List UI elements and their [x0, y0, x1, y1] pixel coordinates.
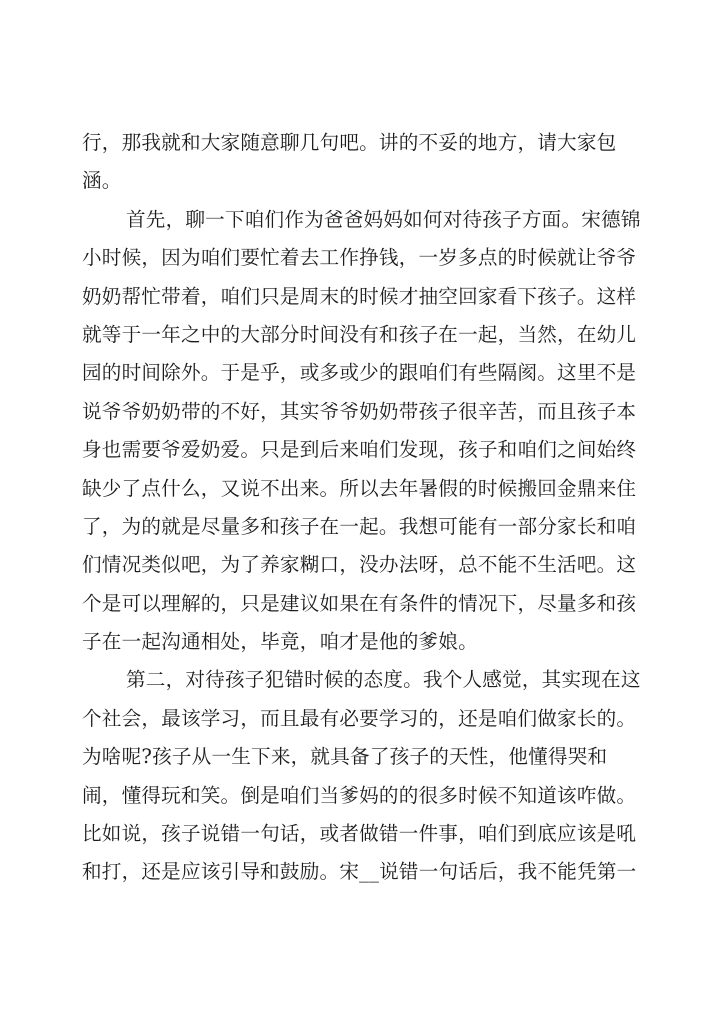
text-line: 们情况类似吧，为了养家糊口，没办法呀，总不能不生活吧。这 — [82, 553, 637, 577]
text-line: 身也需要爷爱奶爱。只是到后来咱们发现，孩子和咱们之间始终 — [82, 438, 637, 462]
text-line: 园的时间除外。于是乎，或多或少的跟咱们有些隔阂。这里不是 — [82, 361, 637, 385]
text-line: 涵。 — [82, 169, 122, 193]
text-line: 说爷爷奶奶带的不好，其实爷爷奶奶带孩子很辛苦，而且孩子本 — [82, 399, 637, 423]
text-line: 个是可以理解的，只是建议如果在有条件的情况下，尽量多和孩 — [82, 591, 637, 615]
text-line: 了，为的就是尽量多和孩子在一起。我想可能有一部分家长和咱 — [82, 514, 637, 538]
paragraph-start-line: 首先，聊一下咱们作为爸爸妈妈如何对待孩子方面。宋德锦 — [126, 207, 641, 231]
text-line: 个社会，最该学习，而且最有必要学习的，还是咱们做家长的。 — [82, 706, 637, 730]
text-line: 闹，懂得玩和笑。倒是咱们当爹妈的的很多时候不知道该咋做。 — [82, 783, 637, 807]
paragraph-start-line: 第二，对待孩子犯错时候的态度。我个人感觉，其实现在这 — [126, 668, 641, 692]
text-line: 为啥呢?孩子从一生下来，就具备了孩子的天性，他懂得哭和 — [82, 745, 608, 769]
text-line: 小时候，因为咱们要忙着去工作挣钱，一岁多点的时候就让爷爷 — [82, 246, 637, 270]
text-line: 就等于一年之中的大部分时间没有和孩子在一起，当然，在幼儿 — [82, 322, 637, 346]
text-line: 缺少了点什么，又说不出来。所以去年暑假的时候搬回金鼎来住 — [82, 476, 637, 500]
text-line: 子在一起沟通相处，毕竟，咱才是他的爹娘。 — [82, 630, 478, 654]
document-body — [82, 124, 652, 892]
text-line: 行，那我就和大家随意聊几句吧。讲的不妥的地方，请大家包 — [82, 131, 617, 154]
text-line: 和打，还是应该引导和鼓励。宋__说错一句话后，我不能凭第一 — [82, 860, 637, 884]
text-line: 奶奶帮忙带着，咱们只是周末的时候才抽空回家看下孩子。这样 — [82, 284, 637, 308]
text-line: 比如说，孩子说错一句话，或者做错一件事，咱们到底应该是吼 — [82, 822, 637, 846]
